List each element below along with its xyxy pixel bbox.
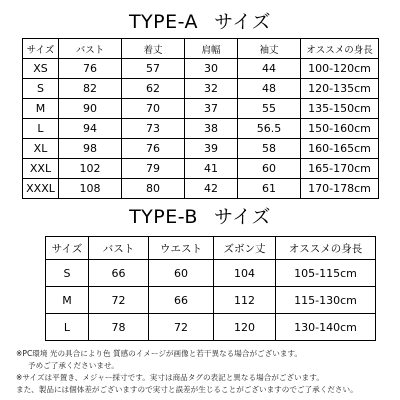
table-row <box>23 79 379 99</box>
table-row <box>46 287 376 314</box>
type-b-title-type: TYPE-B <box>129 206 198 228</box>
table-row <box>46 260 376 287</box>
table-cell: 62 <box>122 79 185 99</box>
table-cell: 112 <box>214 287 276 314</box>
header-cell: ウエスト <box>149 237 214 260</box>
table-cell: 41 <box>185 159 238 179</box>
table-cell: 66 <box>149 287 214 314</box>
table-cell: 61 <box>238 179 301 199</box>
type-b-title-size: サイズ <box>213 206 271 228</box>
table-cell: 39 <box>185 139 238 159</box>
table-cell: 42 <box>185 179 238 199</box>
table-row <box>23 119 379 139</box>
table-cell: M <box>23 99 59 119</box>
table-cell: 102 <box>59 159 122 179</box>
table-cell: 38 <box>185 119 238 139</box>
table-row <box>23 179 379 199</box>
table-row <box>46 314 376 341</box>
table-cell: S <box>23 79 59 99</box>
table-cell: 104 <box>214 260 276 287</box>
type-a-title-size: サイズ <box>214 11 272 33</box>
table-cell: 170-178cm <box>301 179 379 199</box>
table-cell: 82 <box>59 79 122 99</box>
header-cell: バスト <box>89 237 149 260</box>
table-cell: 79 <box>122 159 185 179</box>
notes <box>16 348 396 396</box>
table-cell: S <box>46 260 89 287</box>
table-cell: 165-170cm <box>301 159 379 179</box>
table-cell: XL <box>23 139 59 159</box>
note-line: ※PC環境 光の具合により色 質感のイメージが画像と若干異なる場合がございます。 <box>16 349 303 358</box>
table-cell: 120-135cm <box>301 79 379 99</box>
header-cell: 着丈 <box>122 39 185 59</box>
table-cell: 58 <box>238 139 301 159</box>
header-cell: サイズ <box>23 39 59 59</box>
note-line: ※サイズは平置き、メジャー採寸です。実寸は商品タグの表記と異なる場合がございます。 <box>16 373 324 382</box>
table-cell: 72 <box>89 287 149 314</box>
header-cell: サイズ <box>46 237 89 260</box>
table-cell: L <box>23 119 59 139</box>
table-cell: 115-130cm <box>276 287 376 314</box>
table-cell: 108 <box>59 179 122 199</box>
table-cell: 57 <box>122 59 185 79</box>
table-cell: 70 <box>122 99 185 119</box>
table-cell: XXL <box>23 159 59 179</box>
table-cell: 76 <box>122 139 185 159</box>
header-cell: ズボン丈 <box>214 237 276 260</box>
table-cell: 94 <box>59 119 122 139</box>
table-row <box>23 99 379 119</box>
table-row <box>23 139 379 159</box>
table-cell: 48 <box>238 79 301 99</box>
table-cell: XXXL <box>23 179 59 199</box>
header-cell: オススメの身長 <box>301 39 379 59</box>
table-cell: 44 <box>238 59 301 79</box>
table-row <box>23 59 379 79</box>
table-cell: 76 <box>59 59 122 79</box>
header-cell: オススメの身長 <box>276 237 376 260</box>
type-b-size-table <box>45 236 376 341</box>
table-cell: 105-115cm <box>276 260 376 287</box>
table-cell: 37 <box>185 99 238 119</box>
table-cell: 150-160cm <box>301 119 379 139</box>
note-line: 予めご了承くださいませ。 <box>28 361 119 370</box>
type-a-title-type: TYPE-A <box>128 11 199 33</box>
table-cell: 72 <box>149 314 214 341</box>
table-cell: XS <box>23 59 59 79</box>
type-a-size-table <box>22 38 379 199</box>
table-cell: 56.5 <box>238 119 301 139</box>
header-cell: 袖丈 <box>238 39 301 59</box>
table-cell: 60 <box>149 260 214 287</box>
table-cell: 90 <box>59 99 122 119</box>
table-cell: 80 <box>122 179 185 199</box>
table-cell: L <box>46 314 89 341</box>
table-header-row <box>23 39 379 59</box>
header-cell: 肩幅 <box>185 39 238 59</box>
table-cell: 120 <box>214 314 276 341</box>
table-cell: 30 <box>185 59 238 79</box>
table-cell: 55 <box>238 99 301 119</box>
table-cell: 78 <box>89 314 149 341</box>
note-line: また、製品には個体差がございますので実寸と誤差が生じることがございますのでご了承ください。 <box>16 385 358 394</box>
type-b-title <box>0 206 400 228</box>
table-cell: 160-165cm <box>301 139 379 159</box>
table-cell: 66 <box>89 260 149 287</box>
table-row <box>23 159 379 179</box>
table-cell: 60 <box>238 159 301 179</box>
table-cell: 73 <box>122 119 185 139</box>
table-header-row <box>46 237 376 260</box>
header-cell: バスト <box>59 39 122 59</box>
table-cell: 100-120cm <box>301 59 379 79</box>
table-cell: 32 <box>185 79 238 99</box>
table-cell: 130-140cm <box>276 314 376 341</box>
table-cell: 135-150cm <box>301 99 379 119</box>
type-a-title <box>0 11 400 33</box>
table-cell: M <box>46 287 89 314</box>
table-cell: 98 <box>59 139 122 159</box>
